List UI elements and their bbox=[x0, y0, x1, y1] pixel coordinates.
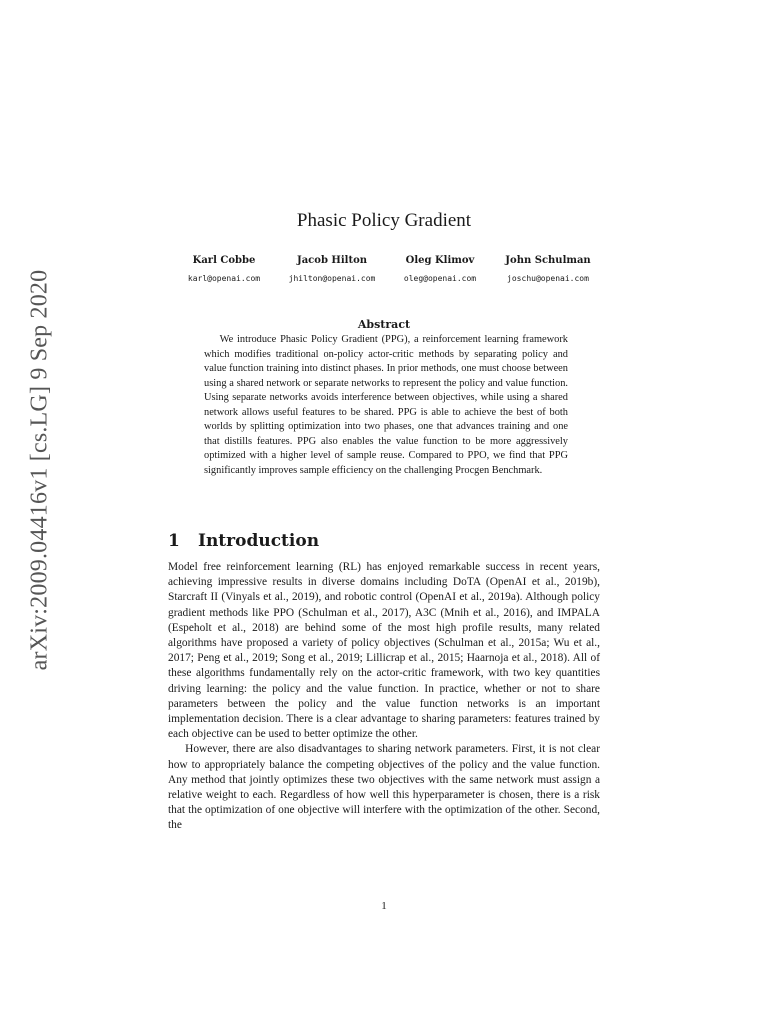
author-name: John Schulman bbox=[505, 255, 591, 266]
author-name: Jacob Hilton bbox=[296, 255, 368, 266]
abstract-heading: Abstract bbox=[357, 318, 411, 331]
author-list bbox=[170, 255, 602, 283]
author-email: jhilton@openai.com bbox=[288, 274, 376, 283]
section-heading bbox=[168, 531, 319, 551]
arxiv-identifier-text: arXiv:2009.04416v1 [cs.LG] 9 Sep 2020 bbox=[26, 269, 53, 671]
author-email: oleg@openai.com bbox=[403, 274, 477, 283]
author-block bbox=[170, 255, 278, 283]
section-number: 1 bbox=[168, 531, 180, 551]
section-title: Introduction bbox=[198, 531, 320, 551]
abstract-body: We introduce Phasic Policy Gradient (PPG), a reinforcement learning framework which modifies traditional on-policy actor-critic methods by separating policy and value function training into distinct phases. In prior methods, one must choose between using a shared network or separate networks to represent the policy and value function. Using separate networks avoids interference between objectives, while using a shared network allows useful features to be shared. PPG is able to achieve the best of both worlds by splitting optimization into two phases, one that advances training and one that distills features. PPG also enables the value function to be more aggressively optimized with a higher level of sample reuse. Compared to PPO, we find that PPG significantly improves sample efficiency on the challenging Procgen Benchmark. bbox=[204, 334, 568, 476]
author-block bbox=[494, 255, 602, 283]
introduction-body bbox=[168, 560, 600, 834]
paper-title: Phasic Policy Gradient bbox=[296, 210, 472, 231]
paragraph: Model free reinforcement learning (RL) has enjoyed remarkable success in recent years, achieving impressive results in diverse domains including DoTA (OpenAI et al., 2019b), Starcraft II (Vinyals et al., 2019), and robotic control (OpenAI et al., 2019a). Although policy gradient methods like PPO (Schulman et al., 2017), A3C (Mnih et al., 2016), and IMPALA (Espeholt et al., 2018) are behind some of the most high profile results, many related algorithms have proposed a variety of policy objectives (Schulman et al., 2015a; Wu et al., 2017; Peng et al., 2019; Song et al., 2019; Lillicrap et al., 2015; Haarnoja et al., 2018). All of these algorithms fundamentally rely on the actor-critic framework, with two key quantities driving learning: the policy and the value function. In practice, whether or not to share parameters between the policy and the value function networks is an important implementation decision. There is a clear advantage to sharing parameters: features trained by each objective can be used to better optimize the other. bbox=[168, 561, 600, 741]
author-block bbox=[386, 255, 494, 283]
paragraph: However, there are also disadvantages to sharing network parameters. First, it is not clear how to appropriately balance the competing objectives of the policy and the value function. Any method that jointly optimizes these two objectives with the same network must assign a relative weight to each. Regardless of how well this hyperparameter is chosen, there is a risk that the optimization of one objective will interfere with the optimization of the other. Second, the bbox=[168, 743, 600, 832]
author-block bbox=[278, 255, 386, 283]
page-number: 1 bbox=[381, 900, 387, 912]
author-email: joschu@openai.com bbox=[507, 274, 589, 283]
author-name: Karl Cobbe bbox=[192, 255, 256, 266]
author-email: karl@openai.com bbox=[187, 274, 261, 283]
author-name: Oleg Klimov bbox=[405, 255, 475, 266]
